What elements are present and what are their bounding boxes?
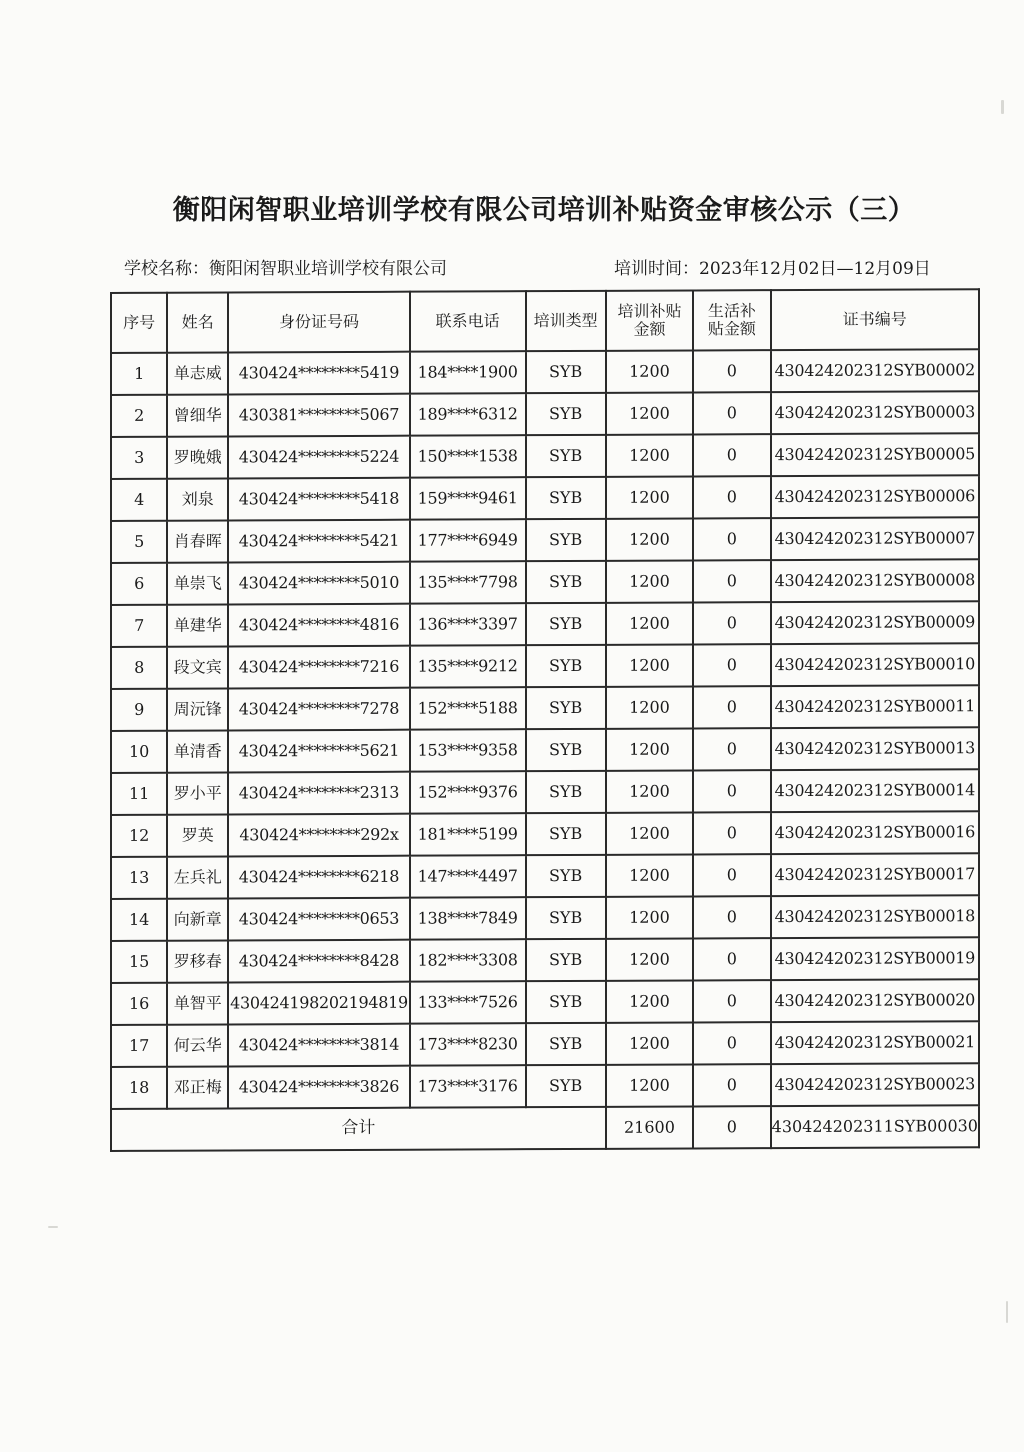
row-training-type: SYB xyxy=(526,645,606,687)
row-living-subsidy: 0 xyxy=(693,686,770,728)
row-training-subsidy: 1200 xyxy=(606,812,693,854)
row-no: 12 xyxy=(111,815,167,857)
table-row xyxy=(111,895,979,941)
row-no: 10 xyxy=(111,731,167,773)
row-phone: 173****3176 xyxy=(410,1065,526,1108)
row-training-subsidy: 1200 xyxy=(606,854,693,896)
row-name: 单崇飞 xyxy=(167,562,228,604)
row-cert-number: 430424202312SYB00021 xyxy=(771,1021,979,1064)
row-no: 16 xyxy=(111,983,167,1025)
training-period: 培训时间：2023年12月02日—12月09日 xyxy=(614,259,931,279)
row-name: 罗小平 xyxy=(167,772,228,814)
row-id-number: 430424********5621 xyxy=(228,730,409,773)
scan-speck xyxy=(1001,100,1004,114)
row-training-type: SYB xyxy=(526,393,606,435)
row-name: 单清香 xyxy=(167,730,228,772)
header-living-subsidy: 生活补贴金额 xyxy=(693,290,770,350)
row-name: 单建华 xyxy=(167,604,228,646)
row-id-number: 430424********5421 xyxy=(228,520,409,563)
row-living-subsidy: 0 xyxy=(693,518,770,560)
row-training-subsidy: 1200 xyxy=(606,560,693,602)
row-id-number: 430424********3814 xyxy=(228,1024,409,1067)
row-phone: 184****1900 xyxy=(410,351,526,394)
total-living-subsidy: 0 xyxy=(693,1106,770,1148)
row-cert-number: 430424202312SYB00007 xyxy=(771,517,979,560)
row-living-subsidy: 0 xyxy=(693,770,770,812)
row-id-number: 430424********5419 xyxy=(228,352,409,395)
row-living-subsidy: 0 xyxy=(693,854,770,896)
row-id-number: 430424********292x xyxy=(228,814,409,857)
school-name: 学校名称：衡阳闲智职业培训学校有限公司 xyxy=(124,259,447,279)
row-training-subsidy: 1200 xyxy=(606,434,693,476)
row-phone: 135****7798 xyxy=(410,561,526,604)
table-row xyxy=(111,979,979,1025)
row-living-subsidy: 0 xyxy=(693,938,770,980)
row-no: 4 xyxy=(111,479,167,521)
row-name: 罗晚娥 xyxy=(167,436,228,478)
row-training-subsidy: 1200 xyxy=(606,350,693,392)
row-phone: 150****1538 xyxy=(410,435,526,478)
row-living-subsidy: 0 xyxy=(693,728,770,770)
row-training-subsidy: 1200 xyxy=(606,770,693,812)
row-training-type: SYB xyxy=(526,729,606,771)
row-phone: 181****5199 xyxy=(410,813,526,856)
row-living-subsidy: 0 xyxy=(693,1022,770,1064)
row-phone: 159****9461 xyxy=(410,477,526,520)
table-row xyxy=(111,601,979,647)
row-id-number: 430424********7278 xyxy=(228,688,409,731)
row-training-subsidy: 1200 xyxy=(606,602,693,644)
row-name: 周沅锋 xyxy=(167,688,228,730)
row-living-subsidy: 0 xyxy=(693,1064,770,1106)
row-id-number: 430424********5224 xyxy=(228,436,409,479)
row-no: 7 xyxy=(111,605,167,647)
row-training-subsidy: 1200 xyxy=(606,980,693,1022)
header-type: 培训类型 xyxy=(526,291,606,351)
row-training-type: SYB xyxy=(526,561,606,603)
row-name: 单志威 xyxy=(167,352,228,394)
row-training-type: SYB xyxy=(526,519,606,561)
table-row xyxy=(111,1021,979,1067)
row-living-subsidy: 0 xyxy=(693,350,770,392)
row-name: 邓正梅 xyxy=(167,1066,228,1108)
row-training-subsidy: 1200 xyxy=(606,896,693,938)
total-training-subsidy: 21600 xyxy=(606,1106,693,1148)
row-no: 6 xyxy=(111,563,167,605)
row-phone: 152****5188 xyxy=(410,687,526,730)
row-cert-number: 430424202312SYB00019 xyxy=(771,937,979,980)
row-cert-number: 430424202312SYB00013 xyxy=(771,727,979,770)
row-no: 5 xyxy=(111,521,167,563)
row-id-number: 430381********5067 xyxy=(228,394,409,437)
row-cert-number: 430424202312SYB00002 xyxy=(771,349,979,392)
row-name: 左兵礼 xyxy=(167,856,228,898)
row-phone: 133****7526 xyxy=(410,981,526,1024)
row-phone: 138****7849 xyxy=(410,897,526,940)
row-id-number: 430424********6218 xyxy=(228,856,409,899)
table-row xyxy=(111,559,979,605)
row-cert-number: 430424202312SYB00008 xyxy=(771,559,979,602)
header-id: 身份证号码 xyxy=(228,292,409,353)
row-no: 13 xyxy=(111,857,167,899)
document-title: 衡阳闲智职业培训学校有限公司培训补贴资金审核公示（三） xyxy=(172,195,916,226)
row-training-type: SYB xyxy=(526,351,606,393)
table-row xyxy=(111,727,979,773)
row-id-number: 430424198202194819 xyxy=(228,982,409,1025)
row-cert-number: 430424202312SYB00011 xyxy=(771,685,979,728)
row-cert-number: 430424202312SYB00017 xyxy=(771,853,979,896)
row-living-subsidy: 0 xyxy=(693,812,770,854)
row-id-number: 430424********8428 xyxy=(228,940,409,983)
row-phone: 136****3397 xyxy=(410,603,526,646)
row-id-number: 430424********2313 xyxy=(228,772,409,815)
row-training-type: SYB xyxy=(526,435,606,477)
row-training-subsidy: 1200 xyxy=(606,1064,693,1106)
row-no: 3 xyxy=(111,437,167,479)
table-row xyxy=(111,853,979,899)
row-training-type: SYB xyxy=(526,477,606,519)
row-training-subsidy: 1200 xyxy=(606,392,693,434)
row-id-number: 430424********4816 xyxy=(228,604,409,647)
row-cert-number: 430424202312SYB00006 xyxy=(771,475,979,518)
table-row xyxy=(111,391,979,437)
row-living-subsidy: 0 xyxy=(693,434,770,476)
row-training-type: SYB xyxy=(526,897,606,939)
row-training-subsidy: 1200 xyxy=(606,644,693,686)
row-training-subsidy: 1200 xyxy=(606,938,693,980)
row-phone: 152****9376 xyxy=(410,771,526,814)
row-living-subsidy: 0 xyxy=(693,896,770,938)
row-cert-number: 430424202312SYB00020 xyxy=(771,979,979,1022)
row-no: 9 xyxy=(111,689,167,731)
row-name: 何云华 xyxy=(167,1024,228,1066)
row-training-subsidy: 1200 xyxy=(606,476,693,518)
row-training-type: SYB xyxy=(526,981,606,1023)
header-phone: 联系电话 xyxy=(410,291,526,352)
row-cert-number: 430424202312SYB00005 xyxy=(771,433,979,476)
row-cert-number: 430424202312SYB00018 xyxy=(771,895,979,938)
table-row xyxy=(111,769,979,815)
total-label: 合计 xyxy=(111,1107,606,1151)
row-training-subsidy: 1200 xyxy=(606,728,693,770)
row-name: 单智平 xyxy=(167,982,228,1024)
row-cert-number: 430424202312SYB00016 xyxy=(771,811,979,854)
row-no: 15 xyxy=(111,941,167,983)
row-name: 肖春晖 xyxy=(167,520,228,562)
row-no: 14 xyxy=(111,899,167,941)
row-training-type: SYB xyxy=(526,813,606,855)
row-training-type: SYB xyxy=(526,687,606,729)
row-training-type: SYB xyxy=(526,771,606,813)
row-name: 罗移春 xyxy=(167,940,228,982)
row-no: 2 xyxy=(111,395,167,437)
row-training-subsidy: 1200 xyxy=(606,1022,693,1064)
table-row xyxy=(111,517,979,563)
row-id-number: 430424********7216 xyxy=(228,646,409,689)
row-training-subsidy: 1200 xyxy=(606,686,693,728)
row-cert-number: 430424202312SYB00010 xyxy=(771,643,979,686)
row-cert-number: 430424202312SYB00003 xyxy=(771,391,979,434)
row-name: 段文宾 xyxy=(167,646,228,688)
total-cert: 430424202311SYB00030 xyxy=(771,1105,979,1148)
row-name: 刘泉 xyxy=(167,478,228,520)
row-phone: 182****3308 xyxy=(410,939,526,982)
table-row xyxy=(111,643,979,689)
row-living-subsidy: 0 xyxy=(693,392,770,434)
row-living-subsidy: 0 xyxy=(693,644,770,686)
row-name: 罗英 xyxy=(167,814,228,856)
row-no: 1 xyxy=(111,353,167,395)
header-cert: 证书编号 xyxy=(771,289,979,350)
row-training-type: SYB xyxy=(526,1023,606,1065)
table-header-row xyxy=(111,289,979,353)
row-training-type: SYB xyxy=(526,855,606,897)
row-training-type: SYB xyxy=(526,1065,606,1107)
header-name: 姓名 xyxy=(167,292,228,352)
table-row xyxy=(111,349,979,395)
row-no: 8 xyxy=(111,647,167,689)
row-living-subsidy: 0 xyxy=(693,476,770,518)
row-phone: 177****6949 xyxy=(410,519,526,562)
row-id-number: 430424********3826 xyxy=(228,1066,409,1109)
row-name: 向新章 xyxy=(167,898,228,940)
row-cert-number: 430424202312SYB00023 xyxy=(771,1063,979,1106)
row-cert-number: 430424202312SYB00009 xyxy=(771,601,979,644)
table-row xyxy=(111,685,979,731)
row-phone: 135****9212 xyxy=(410,645,526,688)
subsidy-table xyxy=(110,288,980,1152)
table-row xyxy=(111,475,979,521)
row-cert-number: 430424202312SYB00014 xyxy=(771,769,979,812)
row-phone: 153****9358 xyxy=(410,729,526,772)
row-phone: 189****6312 xyxy=(410,393,526,436)
row-living-subsidy: 0 xyxy=(693,980,770,1022)
table-row xyxy=(111,811,979,857)
table-row xyxy=(111,937,979,983)
row-phone: 173****8230 xyxy=(410,1023,526,1066)
row-name: 曾细华 xyxy=(167,394,228,436)
row-training-subsidy: 1200 xyxy=(606,518,693,560)
total-row xyxy=(111,1105,979,1151)
row-no: 11 xyxy=(111,773,167,815)
row-id-number: 430424********0653 xyxy=(228,898,409,941)
row-training-type: SYB xyxy=(526,603,606,645)
scan-speck xyxy=(48,1226,58,1228)
table-row xyxy=(111,433,979,479)
row-living-subsidy: 0 xyxy=(693,560,770,602)
row-phone: 147****4497 xyxy=(410,855,526,898)
scan-speck xyxy=(1006,1301,1008,1323)
row-living-subsidy: 0 xyxy=(693,602,770,644)
header-training-subsidy: 培训补贴金额 xyxy=(606,290,693,350)
row-training-type: SYB xyxy=(526,939,606,981)
table-row xyxy=(111,1063,979,1109)
row-no: 17 xyxy=(111,1025,167,1067)
header-no: 序号 xyxy=(111,293,167,353)
row-id-number: 430424********5418 xyxy=(228,478,409,521)
row-id-number: 430424********5010 xyxy=(228,562,409,605)
row-no: 18 xyxy=(111,1067,167,1109)
